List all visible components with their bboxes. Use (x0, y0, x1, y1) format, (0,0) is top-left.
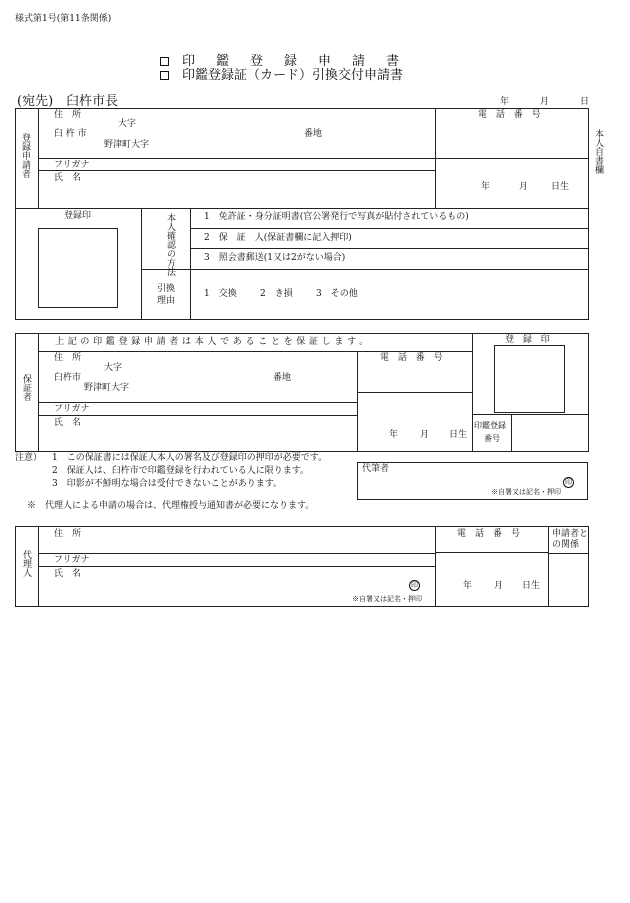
date-day-label: 日 (580, 97, 590, 107)
method-1[interactable]: 1 免許証・身分証明書(官公署発行で写真が貼付されているもの) (204, 212, 469, 222)
guarantor-statement: 上記の印鑑登録申請者は本人であることを保証します。 (55, 337, 372, 347)
applicant-aza: 大字 (118, 119, 137, 129)
checkbox-registration[interactable] (160, 57, 169, 66)
guarantor-section-label: 保証者 (21, 374, 31, 401)
registration-seal-box[interactable] (38, 228, 118, 308)
agent-name-label: 氏 名 (54, 569, 82, 579)
agent-birth-day: 日生 (522, 581, 541, 591)
agent-phone-label: 電 話 番 号 (457, 529, 521, 539)
exchange-reason-label: 理由 (157, 296, 176, 306)
agent-relation-label-2: の関係 (552, 540, 580, 550)
guarantor-banchi: 番地 (273, 373, 292, 383)
title-card-exchange: 印鑑登録証（カード）引換交付申請書 (182, 68, 404, 83)
divider (548, 553, 589, 554)
divider (357, 392, 472, 393)
applicant-furigana-label: フリガナ (54, 160, 90, 170)
agent-note: ※ 代理人による申請の場合は、代理権授与通知書が必要になります。 (27, 501, 315, 511)
guarantor-town: 野津町大字 (84, 383, 130, 393)
divider (38, 402, 357, 403)
guarantor-city: 臼杵市 (54, 373, 82, 383)
applicant-section-label: 登録申請者 (20, 133, 30, 178)
method-2[interactable]: 2 保 証 人(保証書欄に記入押印) (204, 233, 352, 243)
divider (472, 414, 589, 415)
applicant-address-label: 住 所 (54, 110, 82, 120)
applicant-address-field[interactable] (40, 112, 432, 156)
agent-section-label: 代理人 (21, 550, 31, 577)
checkbox-card-exchange[interactable] (160, 71, 169, 80)
divider (190, 228, 589, 229)
applicant-phone-field[interactable] (437, 124, 587, 156)
divider (38, 415, 357, 416)
guarantor-aza: 大字 (104, 363, 123, 373)
divider (435, 552, 548, 553)
guarantor-name-label: 氏 名 (54, 418, 82, 428)
guarantor-phone-field[interactable] (359, 366, 470, 390)
notes-label: 注意） (15, 453, 43, 463)
agent-phone-field[interactable] (437, 541, 546, 551)
title-registration: 印 鑑 登 録 申 請 書 (182, 54, 404, 69)
divider (38, 566, 435, 567)
guarantor-furigana-label: フリガナ (54, 404, 90, 414)
proxy-writer-label: 代筆者 (362, 464, 390, 474)
divider (141, 269, 589, 270)
guarantor-address-field[interactable] (40, 353, 355, 400)
divider (141, 208, 142, 320)
agent-furigana-field[interactable] (100, 555, 432, 564)
agent-relation-label: 申請者と (552, 529, 589, 539)
applicant-name-field[interactable] (100, 172, 432, 206)
agent-birth-month: 月 (494, 581, 504, 591)
guarantor-furigana-field[interactable] (100, 404, 355, 413)
divider (38, 170, 435, 171)
divider (38, 158, 435, 159)
applicant-name-label: 氏 名 (54, 173, 82, 183)
method-3[interactable]: 3 照会書郵送(1又は2がない場合) (204, 253, 346, 263)
guarantor-seal-box[interactable] (494, 345, 565, 413)
form-number: 様式第1号(第11条関係) (15, 14, 112, 24)
guarantor-seal-label: 登 録 印 (505, 335, 553, 345)
addressee: (宛先) 臼杵市長 (17, 94, 119, 109)
agent-furigana-label: フリガナ (54, 555, 90, 565)
applicant-furigana-field[interactable] (100, 160, 432, 169)
exchange-reason-3[interactable]: 3 その他 (316, 289, 358, 299)
seal-mark-icon: 印 (565, 478, 572, 486)
date-year-label: 年 (500, 97, 510, 107)
divider (38, 553, 435, 554)
applicant-city: 臼 杵 市 (54, 129, 87, 139)
note-1: 1 この保証書には保証人本人の署名及び登録印の押印が必要です。 (52, 453, 328, 463)
proxy-sign-note: ※自署又は記名・押印 (491, 488, 561, 496)
guarantor-birth-day: 日生 (449, 430, 468, 440)
applicant-town: 野津町大字 (104, 140, 150, 150)
guarantor-phone-label: 電 話 番 号 (380, 353, 446, 363)
date-month-label: 月 (540, 97, 550, 107)
identity-method-label: 本人確認の方法 (165, 213, 175, 276)
applicant-phone-label: 電 話 番 号 (478, 110, 544, 120)
divider (548, 526, 549, 607)
exchange-label: 引換 (157, 284, 176, 294)
applicant-birth-day: 日生 (551, 182, 570, 192)
applicant-banchi: 番地 (304, 129, 323, 139)
seal-mark-icon: 印 (411, 581, 418, 589)
divider (38, 351, 472, 352)
agent-relation-field[interactable] (550, 555, 587, 605)
note-3: 3 印影が不鮮明な場合は受付できないことがあります。 (52, 479, 283, 489)
self-write-column-label: 本人自書欄 (593, 129, 603, 174)
agent-sign-note: ※自署又は記名・押印 (352, 595, 422, 603)
divider (435, 526, 436, 607)
applicant-birth-year: 年 (481, 182, 491, 192)
seal-reg-number-label: 印鑑登録 (474, 421, 506, 430)
divider (435, 158, 589, 159)
seal-reg-number-field[interactable] (513, 416, 587, 450)
guarantor-name-field[interactable] (100, 417, 355, 450)
applicant-birth-month: 月 (519, 182, 529, 192)
registration-seal-label: 登録印 (64, 211, 92, 221)
guarantor-address-label: 住 所 (54, 353, 82, 363)
seal-reg-number-label-2: 番号 (484, 434, 500, 443)
agent-address-field[interactable] (40, 528, 432, 551)
note-2: 2 保証人は、臼杵市で印鑑登録を行われている人に限ります。 (52, 466, 310, 476)
divider (472, 333, 473, 452)
exchange-reason-1[interactable]: 1 交換 (204, 289, 237, 299)
guarantor-birth-month: 月 (420, 430, 430, 440)
agent-birth-year: 年 (463, 581, 473, 591)
guarantor-birth-year: 年 (389, 430, 399, 440)
divider (190, 248, 589, 249)
divider (190, 208, 191, 320)
divider (15, 208, 589, 209)
divider (357, 351, 358, 452)
exchange-reason-2[interactable]: 2 き損 (260, 289, 293, 299)
divider (511, 414, 512, 452)
agent-address-label: 住 所 (54, 529, 82, 539)
